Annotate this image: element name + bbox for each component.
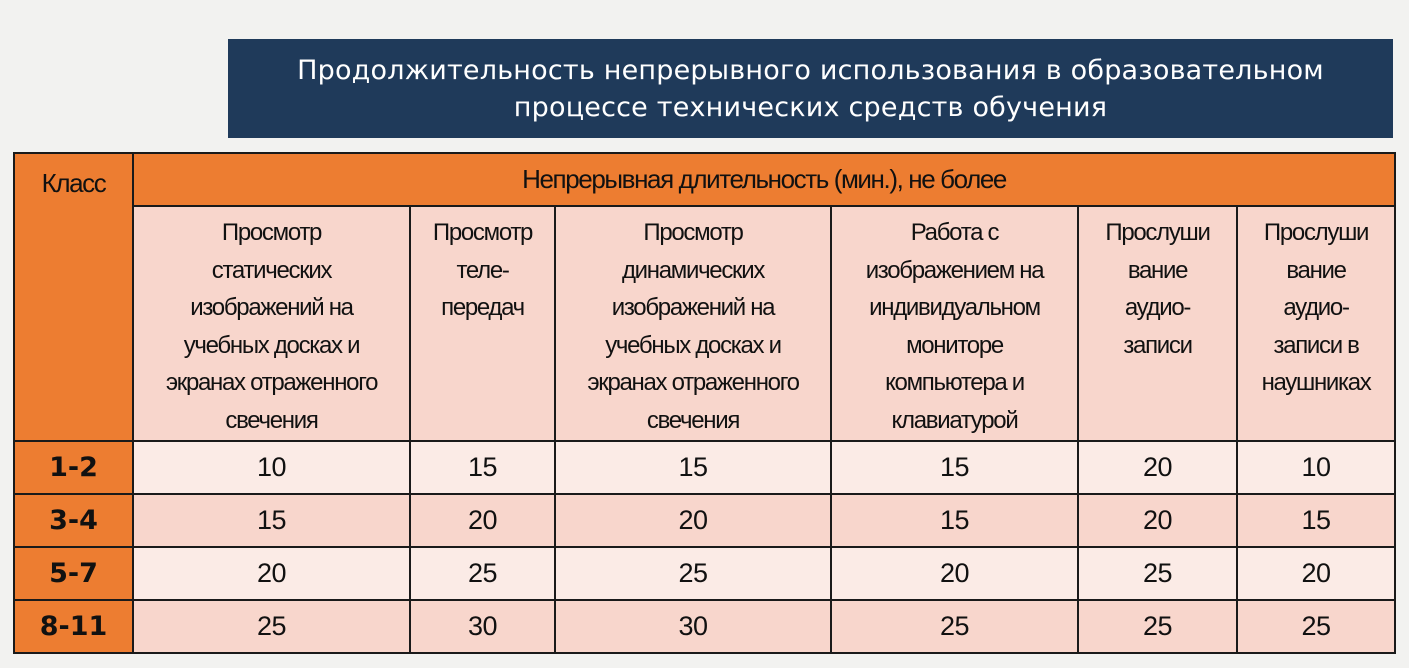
value-cell: 25 <box>1237 600 1395 653</box>
table-row <box>14 494 1395 547</box>
value-cell: 20 <box>1237 547 1395 600</box>
class-header: Класс <box>41 168 106 198</box>
grade-cell: 5-7 <box>14 547 133 600</box>
value-cell: 15 <box>133 494 410 547</box>
column-header-line: Просмотр <box>643 219 743 246</box>
column-header-line: Работа с <box>910 219 999 246</box>
column-header-line: Просмотр <box>221 219 322 246</box>
value-cell: 10 <box>1237 441 1395 494</box>
value-cell: 15 <box>1237 494 1395 547</box>
value-cell: 15 <box>831 441 1078 494</box>
column-header <box>410 206 555 441</box>
title-banner <box>228 39 1393 138</box>
column-header-line: Просмотр <box>432 219 533 246</box>
value-cell: 20 <box>1078 441 1237 494</box>
column-header-line: мониторе <box>906 331 1003 359</box>
title-line-1: Продолжительность непрерывного использования в образовательном <box>297 54 1324 86</box>
value-cell: 30 <box>410 600 555 653</box>
column-header-line: записи <box>1123 331 1192 359</box>
column-header-line: наушниках <box>1261 369 1371 397</box>
value-cell: 25 <box>1078 547 1237 600</box>
value-cell: 20 <box>831 547 1078 600</box>
group-header-cell <box>133 153 1395 206</box>
column-header-line: клавиатурой <box>891 406 1018 434</box>
page-title <box>297 52 1324 126</box>
column-header-line: свечения <box>646 406 740 434</box>
column-header-line: учебных досках и <box>183 331 360 359</box>
value-cell: 20 <box>410 494 555 547</box>
column-header-row <box>14 206 1395 441</box>
grade-cell: 8-11 <box>14 600 133 653</box>
column-header-line: теле- <box>456 256 509 284</box>
column-header <box>133 206 410 441</box>
group-header: Непрерывная длительность (мин.), не более <box>522 164 1006 194</box>
value-cell: 25 <box>1078 600 1237 653</box>
column-header-line: учебных досках и <box>605 331 781 359</box>
value-cell: 15 <box>410 441 555 494</box>
value-cell: 15 <box>555 441 831 494</box>
column-header-line: Прослуши <box>1263 219 1369 246</box>
value-cell: 25 <box>410 547 555 600</box>
grade-cell: 3-4 <box>14 494 133 547</box>
value-cell: 20 <box>555 494 831 547</box>
value-cell: 15 <box>831 494 1078 547</box>
column-header <box>1078 206 1237 441</box>
column-header-line: экранах отраженного <box>587 369 799 397</box>
value-cell: 10 <box>133 441 410 494</box>
column-header-line: компьютера и <box>885 369 1024 397</box>
value-cell: 25 <box>555 547 831 600</box>
duration-table <box>13 152 1396 654</box>
column-header-line: экранах отраженного <box>165 369 378 397</box>
column-header-line: Прослуши <box>1105 219 1210 246</box>
value-cell: 20 <box>1078 494 1237 547</box>
column-header-line: аудио- <box>1124 294 1191 322</box>
grade-cell: 1-2 <box>14 441 133 494</box>
column-header <box>555 206 831 441</box>
column-header-line: передач <box>441 294 524 322</box>
column-header-line: статических <box>211 256 332 284</box>
title-line-2: процессе технических средств обучения <box>513 91 1108 123</box>
value-cell: 25 <box>133 600 410 653</box>
column-header-line: свечения <box>225 406 318 434</box>
column-header-line: изображений на <box>611 294 775 322</box>
table-row <box>14 441 1395 494</box>
column-header-line: вание <box>1286 256 1346 284</box>
column-header <box>1237 206 1395 441</box>
table-row <box>14 600 1395 653</box>
column-header <box>831 206 1078 441</box>
class-header-cell <box>14 153 133 441</box>
column-header-line: аудио- <box>1283 294 1349 322</box>
column-header-line: вание <box>1127 256 1188 284</box>
column-header-line: изображением на <box>865 256 1044 284</box>
column-header-line: изображений на <box>190 294 353 322</box>
column-header-line: индивидуальном <box>869 294 1040 322</box>
value-cell: 30 <box>555 600 831 653</box>
value-cell: 20 <box>133 547 410 600</box>
table-row <box>14 547 1395 600</box>
value-cell: 25 <box>831 600 1078 653</box>
column-header-line: записи в <box>1273 331 1359 359</box>
column-header-line: динамических <box>621 256 765 284</box>
